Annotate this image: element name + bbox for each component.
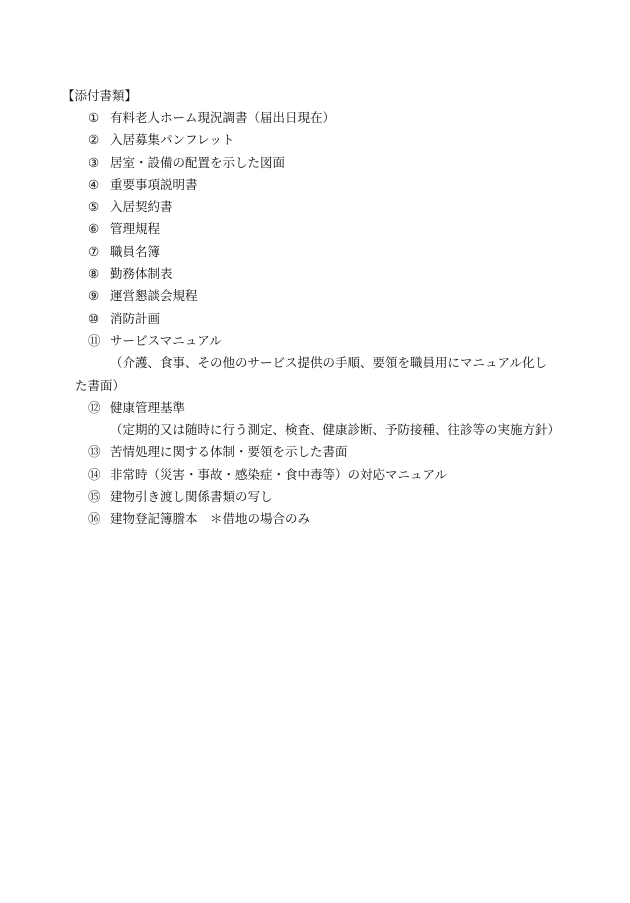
item-number: ⑭: [88, 466, 101, 482]
item-number: ⑨: [88, 288, 100, 304]
item-text: 運営懇談会規程: [110, 288, 198, 304]
list-item: [88, 444, 588, 466]
list-item: [88, 110, 588, 132]
attachment-list: [75, 110, 588, 534]
item-note-text: （介護、食事、その他のサービス提供の手順、要領を職員用にマニュアル化し: [110, 355, 548, 371]
item-number: ④: [88, 176, 100, 192]
item-text: 消防計画: [110, 310, 161, 326]
list-item: [88, 333, 588, 355]
item-text: 非常時（災害・事故・感染症・食中毒等）の対応マニュアル: [110, 466, 448, 482]
item-number: ①: [88, 110, 100, 125]
item-note-text: た書面）: [75, 377, 126, 393]
list-item: [88, 467, 588, 489]
list-item: [88, 489, 588, 511]
list-item: [88, 221, 588, 243]
item-text: 建物引き渡し関係書類の写し: [110, 489, 273, 505]
item-number: ⑦: [88, 243, 100, 259]
item-note-continuation: [75, 377, 588, 400]
list-item: [88, 199, 588, 221]
item-number: ⑩: [88, 310, 100, 326]
item-text: 建物登記簿謄本 ＊借地の場合のみ: [110, 511, 311, 527]
list-item: [88, 288, 588, 310]
item-text: 重要事項説明書: [110, 176, 198, 192]
item-note: [88, 422, 588, 444]
item-text: サービスマニュアル: [110, 332, 222, 348]
item-number: ⑯: [88, 511, 101, 527]
item-text: 管理規程: [110, 221, 161, 237]
item-text: 有料老人ホーム現況調書（届出日現在）: [110, 110, 336, 125]
item-note: [88, 355, 588, 377]
list-item: [88, 400, 588, 422]
item-number: ⑪: [88, 332, 101, 348]
list-item: [88, 132, 588, 154]
list-item: [88, 244, 588, 266]
item-note-text: （定期的又は随時に行う測定、検査、健康診断、予防接種、往診等の実施方針）: [110, 422, 561, 438]
item-number: ⑮: [88, 489, 101, 505]
item-text: 勤務体制表: [110, 266, 173, 282]
item-number: ⑥: [88, 221, 100, 237]
list-item: [88, 177, 588, 199]
list-item: [88, 155, 588, 177]
list-item: [88, 511, 588, 533]
item-text: 入居募集パンフレット: [110, 132, 235, 148]
item-text: 居室・設備の配置を示した図面: [110, 154, 286, 170]
item-text: 入居契約書: [110, 199, 173, 215]
item-number: ③: [88, 154, 100, 170]
item-number: ②: [88, 132, 100, 148]
item-number: ⑤: [88, 199, 100, 215]
item-text: 職員名簿: [110, 243, 161, 259]
item-number: ⑫: [88, 399, 101, 415]
item-text: 苦情処理に関する体制・要領を示した書面: [110, 444, 348, 460]
list-item: [88, 311, 588, 333]
attachments-heading: 【添付書類】: [62, 88, 138, 103]
item-text: 健康管理基準: [110, 399, 186, 415]
list-item: [88, 266, 588, 288]
item-number: ⑬: [88, 444, 101, 460]
item-number: ⑧: [88, 266, 100, 282]
